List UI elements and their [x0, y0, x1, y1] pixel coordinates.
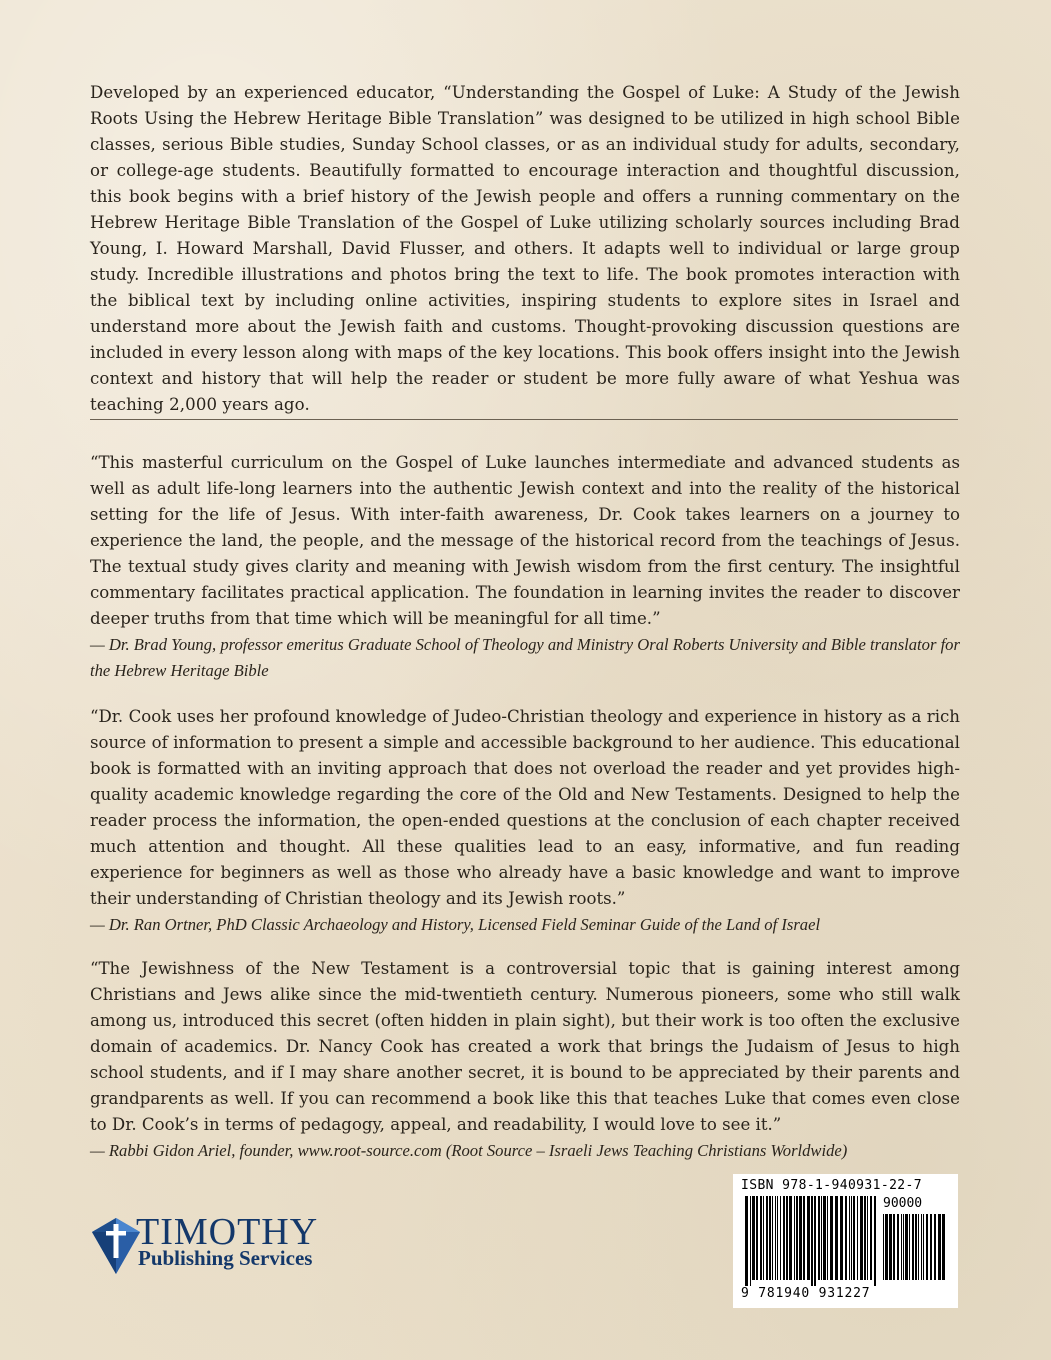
barcode-bar	[915, 1214, 917, 1280]
barcode-bar	[796, 1196, 798, 1280]
barcode-bar	[867, 1196, 868, 1280]
barcode-bar	[775, 1196, 776, 1280]
barcode-bar	[745, 1196, 748, 1286]
barcode-bar	[786, 1196, 788, 1280]
barcode-bar	[853, 1196, 855, 1280]
barcode-bar	[923, 1214, 924, 1280]
section-divider	[90, 419, 958, 420]
barcode-bar	[921, 1214, 922, 1280]
barcode-bar	[814, 1196, 816, 1286]
barcode-bar	[889, 1214, 892, 1280]
barcode-bar	[766, 1196, 768, 1280]
barcode-bar	[823, 1196, 826, 1280]
publisher-name: TIMOTHY	[136, 1211, 319, 1253]
barcode-bar	[840, 1196, 843, 1280]
barcode-bar	[818, 1196, 820, 1280]
barcode-bar	[885, 1214, 888, 1280]
barcode-bar	[803, 1196, 805, 1280]
barcode-bar	[752, 1196, 755, 1280]
barcode-bar	[930, 1214, 932, 1280]
barcode-bar	[835, 1196, 838, 1280]
barcode-bar	[905, 1214, 908, 1280]
barcode-bar	[912, 1214, 914, 1280]
barcode-bar	[864, 1196, 866, 1280]
publisher-subtitle: Publishing Services	[138, 1246, 313, 1270]
barcode-bar	[893, 1214, 895, 1280]
testimonial-quote: “This masterful curriculum on the Gospel of Luke launches intermediate and advanced students as well as adult life-long learners into the authentic Jewish context and into the reality of the historical setting for the life of Jesus. With inter-faith awareness, Dr. Cook takes learners on a journey to experience the land, the people, and the message of the historical record from the teachings of Jesus. The textual study gives clarity and meaning with Jewish wisdom from the first century. The insightful commentary facilitates practical application. The foundation in learning invites the reader to discover deeper truths from that time which will be meaningful for all time.”	[90, 453, 960, 628]
barcode-bar	[942, 1214, 945, 1280]
testimonial-attribution: — Dr. Ran Ortner, PhD Classic Archaeology and History, Licensed Field Seminar Guide of the Land of Israel	[90, 915, 821, 934]
isbn-label: ISBN 978-1-940931-22-7	[741, 1178, 922, 1193]
testimonial-attribution: — Rabbi Gidon Ariel, founder, www.root-source.com (Root Source – Israeli Jews Teaching Christians Worldwide)	[90, 1141, 848, 1160]
barcode-bar	[756, 1196, 758, 1280]
testimonial	[90, 450, 960, 684]
barcode-bar	[851, 1196, 852, 1280]
barcode-bar	[903, 1214, 904, 1280]
barcode-bar	[926, 1214, 928, 1280]
barcode-bar	[934, 1214, 936, 1280]
barcode-bar	[857, 1196, 858, 1280]
barcode-bar	[821, 1196, 822, 1280]
ean-barcode-bars	[745, 1196, 881, 1286]
testimonial	[90, 956, 960, 1164]
barcode-bar	[789, 1196, 792, 1280]
barcode-bar	[799, 1196, 802, 1280]
barcode-bar	[760, 1196, 762, 1280]
barcode-bar	[909, 1214, 910, 1280]
barcode-bar	[750, 1196, 751, 1286]
publisher-logo	[88, 1212, 348, 1278]
testimonial-quote: “The Jewishness of the New Testament is a controversial topic that is gaining interest among Christians and Jews alike since the mid-twentieth century. Numerous pioneers, some who still walk among us, introduced this secret (often hidden in plain sight), but their work is too often the exclusive domain of academics. Dr. Nancy Cook has created a work that brings the Judaism of Jesus to high school students, and if I may share another secret, it is bound to be appreciated by their parents and grandparents as well. If you can recommend a book like this that teaches Luke that comes even close to Dr. Cook’s in terms of pedagogy, appeal, and readability, I would love to see it.”	[90, 959, 960, 1134]
testimonials	[90, 450, 960, 1164]
barcode-bar	[918, 1214, 919, 1280]
barcode-bar	[845, 1196, 847, 1280]
barcode-bar	[860, 1196, 863, 1280]
isbn-barcode	[733, 1174, 958, 1308]
barcode-bar	[938, 1214, 941, 1280]
barcode-bar	[874, 1196, 876, 1286]
barcode-bar	[783, 1196, 785, 1280]
barcode-bar	[769, 1196, 771, 1280]
barcode-bar	[849, 1196, 850, 1280]
price-code: 90000	[883, 1196, 923, 1211]
barcode-bar	[870, 1196, 872, 1280]
ean-number: 9 781940 931227	[741, 1286, 871, 1301]
barcode-bar	[777, 1196, 778, 1280]
barcode-bar	[811, 1196, 813, 1286]
barcode-bar	[901, 1214, 902, 1280]
barcode-bar	[780, 1196, 781, 1280]
book-description: Developed by an experienced educator, “Understanding the Gospel of Luke: A Study of the Jewish Roots Using the Hebrew Heritage Bible Translation” was designed to be utilized in high school Bible classes, serious Bible studies, Sunday School classes, or as an individual study for adults, secondary, or college-age students. Beautifully formatted to encourage interaction and thoughtful discussion, this book begins with a brief history of the Jewish people and offers a running commentary on the Hebrew Heritage Bible Translation of the Gospel of Luke utilizing scholarly sources including Brad Young, I. Howard Marshall, David Flusser, and others. It adapts well to individual or large group study. Incredible illustrations and photos bring the text to life. The book promotes interaction with the biblical text by including online activities, inspiring students to explore sites in Israel and understand more about the Jewish faith and customs. Thought-provoking discussion questions are included in every lesson along with maps of the key locations. This book offers insight into the Jewish context and history that will help the reader or student be more fully aware of what Yeshua was teaching 2,000 years ago.	[90, 83, 960, 414]
barcode-bar	[827, 1196, 828, 1280]
barcode-bar	[897, 1214, 899, 1280]
barcode-bar	[763, 1196, 764, 1280]
testimonial	[90, 704, 960, 938]
testimonial-attribution: — Dr. Brad Young, professor emeritus Graduate School of Theology and Ministry Oral Roberts University and Bible translator for the Hebrew Heritage Bible	[90, 635, 960, 680]
barcode-bar	[794, 1196, 795, 1280]
barcode-bar	[830, 1196, 833, 1280]
addon-barcode-bars	[883, 1214, 947, 1286]
barcode-bar	[807, 1196, 810, 1280]
testimonial-quote: “Dr. Cook uses her profound knowledge of Judeo-Christian theology and experience in history as a rich source of information to present a simple and accessible background to her audience. This educational book is formatted with an inviting approach that does not overload the reader and yet provides high-quality academic knowledge regarding the core of the Old and New Testaments. Designed to help the reader process the information, the open-ended questions at the conclusion of each chapter received much attention and thought. All these qualities lead to an easy, informative, and fun reading experience for beginners as well as those who already have a basic knowledge and want to improve their understanding of Christian theology and its Jewish roots.”	[90, 707, 960, 908]
barcode-bar	[772, 1196, 773, 1280]
barcode-bar	[883, 1214, 884, 1280]
